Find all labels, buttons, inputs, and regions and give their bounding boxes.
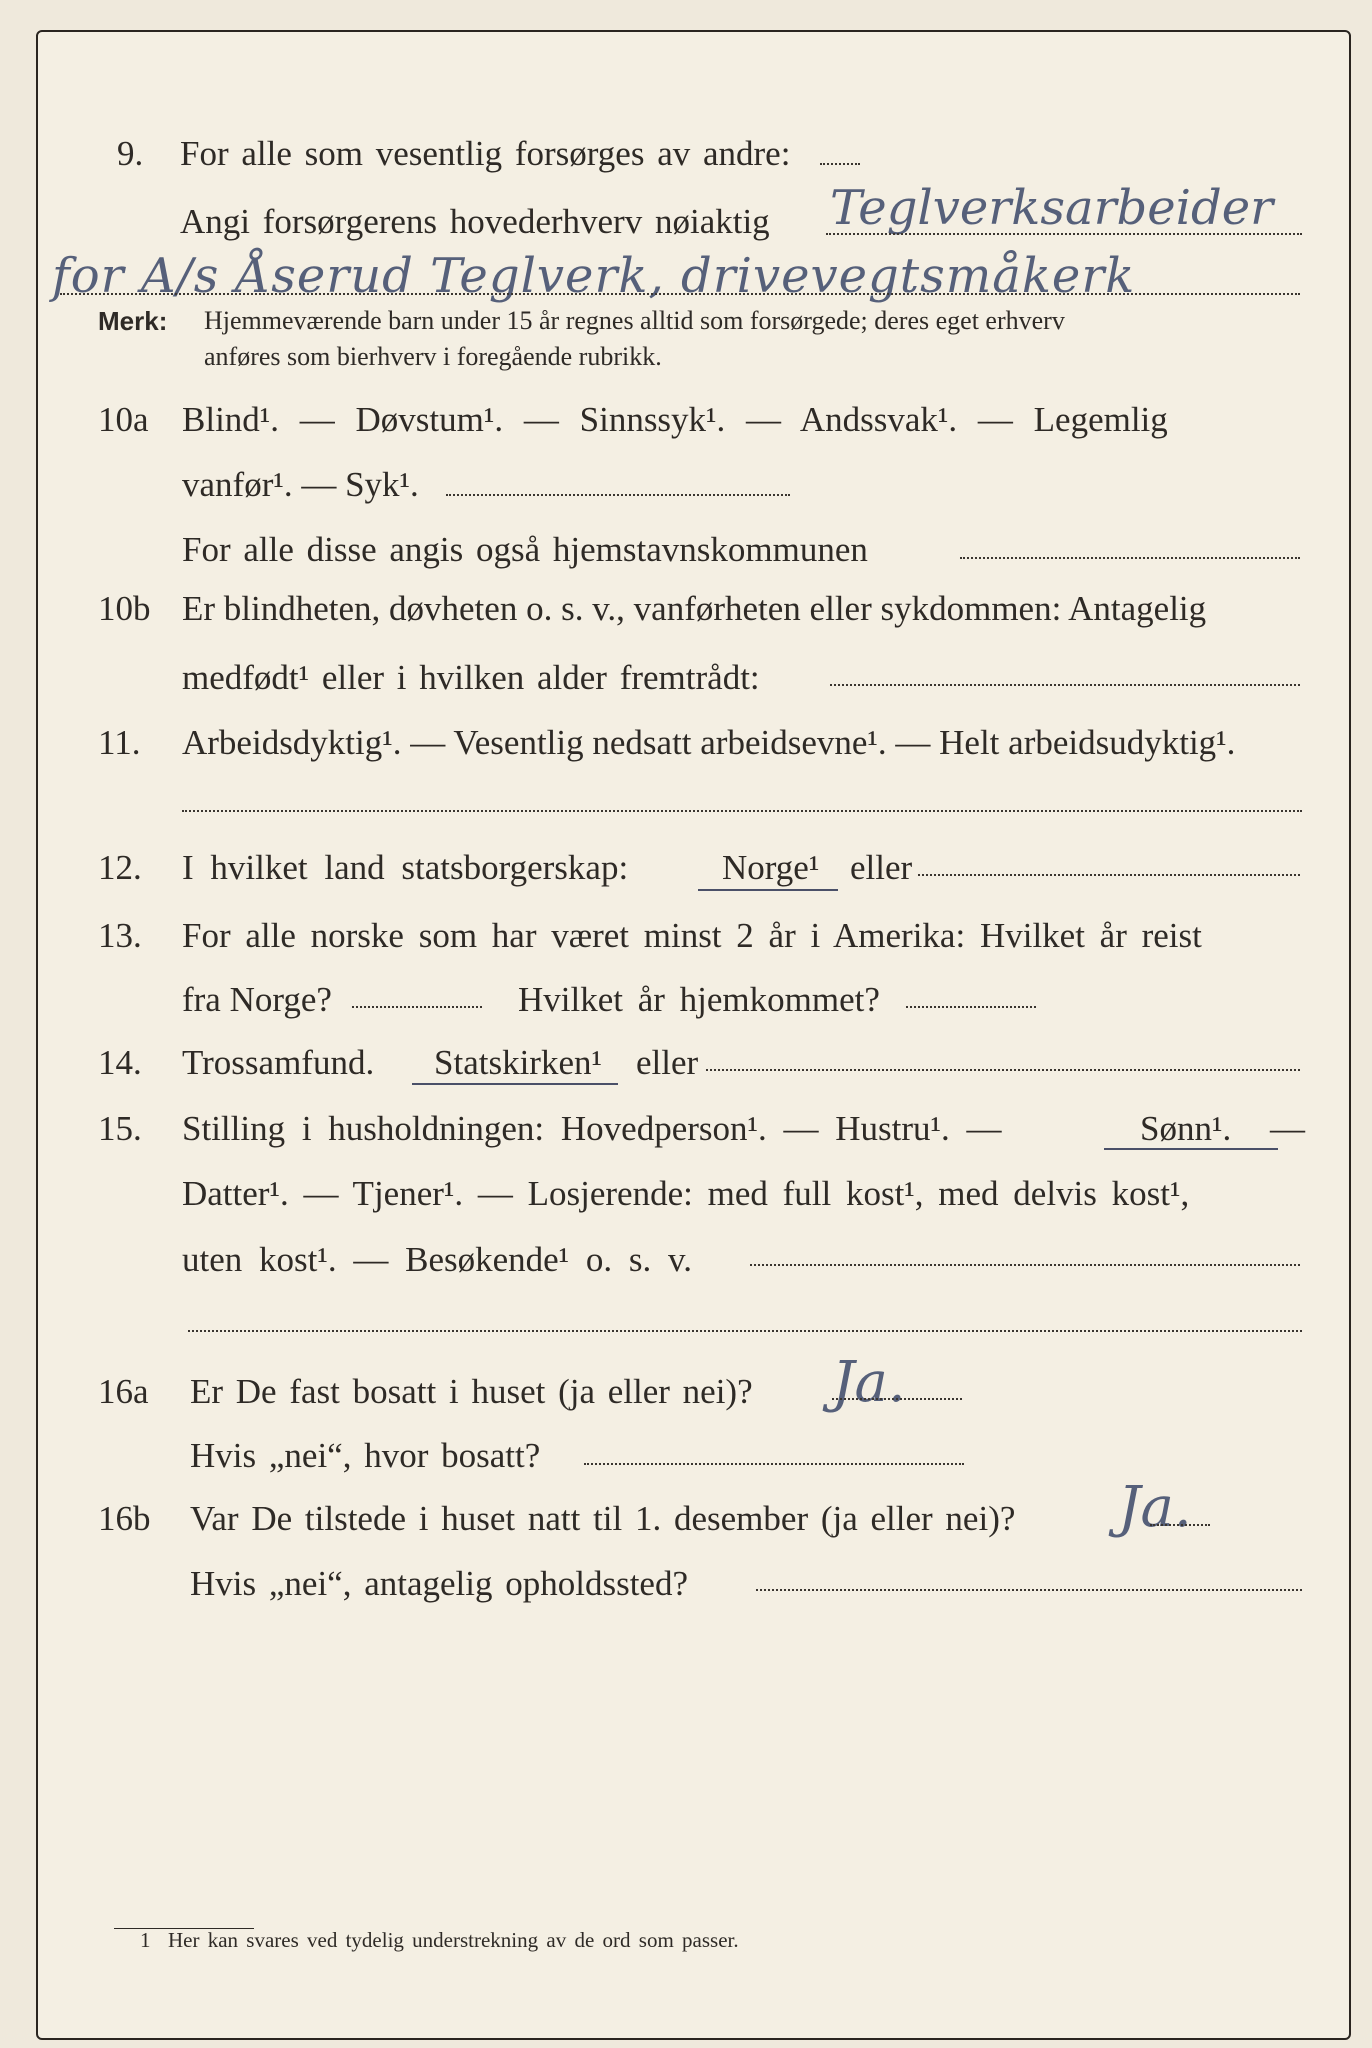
q10a-number: 10a (98, 400, 149, 439)
q10b-line1: Er blindheten, døvheten o. s. v., vanførheten eller sykdommen: Antagelig (182, 589, 1207, 628)
q14-suffix: eller (636, 1043, 699, 1082)
q10a-line3: For alle disse angis også hjemstavnskommunen (182, 530, 868, 569)
q15-sonn: Sønn¹. (1140, 1109, 1232, 1148)
q16b-line1: Var De tilstede i huset natt til 1. desember (ja eller nei)? (190, 1499, 1016, 1538)
q10a-dots1 (446, 494, 790, 496)
q10b-line2: medfødt¹ eller i hvilken alder fremtrådt: (182, 658, 760, 697)
merk-line1: Hjemmeværende barn under 15 år regnes alltid som forsørgede; deres eget erhverv (204, 306, 1065, 335)
q15-dots1 (750, 1264, 1300, 1266)
q12-norge: Norge¹ (722, 848, 820, 887)
q16a-handwritten-answer: Ja. (832, 1350, 906, 1415)
q15-number: 15. (98, 1109, 142, 1148)
q11-dots (182, 810, 1302, 812)
q10a-line1: Blind¹. — Døvstum¹. — Sinnssyk¹. — Andssvak¹. — Legemlig (182, 400, 1168, 439)
q10a-line2: vanfør¹. — Syk¹. (182, 465, 419, 504)
q13-line1: For alle norske som har været minst 2 år i Amerika: Hvilket år reist (182, 916, 1202, 955)
q16a-dots2 (584, 1463, 964, 1465)
q15-line1a: Stilling i husholdningen: Hovedperson¹. — Hustru¹. — (182, 1109, 1002, 1148)
q13-line2a: fra Norge? (182, 980, 332, 1019)
q14-number: 14. (98, 1043, 142, 1082)
q9-line2: Angi forsørgerens hovederhverv nøiaktig (180, 202, 770, 241)
q9-dots3 (60, 293, 1300, 295)
q16b-line2: Hvis „nei“, antagelig opholdssted? (190, 1564, 688, 1603)
q12-dots (918, 874, 1300, 876)
q15-underline (1104, 1148, 1278, 1150)
q13-dots2 (906, 1006, 1036, 1008)
q10b-dots (830, 684, 1300, 686)
q16b-dots1 (1150, 1524, 1210, 1526)
q14-underline (412, 1083, 618, 1085)
q11-line1: Arbeidsdyktig¹. — Vesentlig nedsatt arbeidsevne¹. — Helt arbeidsudyktig¹. (182, 723, 1236, 762)
q9-handwritten-answer2: for A/s Åserud Teglverk, drivevegtsmåkerk (52, 248, 1136, 304)
q9-line1: For alle som vesentlig forsørges av andre: (180, 134, 791, 173)
q11-number: 11. (98, 723, 141, 762)
q12-suffix: eller (850, 848, 913, 887)
q16a-number: 16a (98, 1372, 149, 1411)
q16b-number: 16b (98, 1499, 151, 1538)
q9-dots1 (820, 163, 860, 165)
q16b-handwritten-answer: Ja. (1118, 1475, 1192, 1540)
q15-line3: uten kost¹. — Besøkende¹ o. s. v. (182, 1240, 693, 1279)
q14-statskirken: Statskirken¹ (434, 1043, 602, 1082)
q10b-number: 10b (98, 589, 151, 628)
footnote-text: Her kan svares ved tydelig understrekning av de ord som passer. (168, 1928, 739, 1952)
q14-dots (706, 1069, 1300, 1071)
q13-dots1 (352, 1006, 482, 1008)
merk-label: Merk: (98, 306, 168, 336)
q13-number: 13. (98, 916, 142, 955)
q12-prefix: I hvilket land statsborgerskap: (182, 848, 629, 887)
q13-line2b: Hvilket år hjemkommet? (518, 980, 880, 1019)
q16a-line2: Hvis „nei“, hvor bosatt? (190, 1436, 541, 1475)
q12-number: 12. (98, 848, 142, 887)
q9-handwritten-answer1: Teglverksarbeider (830, 180, 1274, 236)
q14-prefix: Trossamfund. (182, 1043, 375, 1082)
q16b-dots2 (756, 1589, 1302, 1591)
merk-line2: anføres som bierhverv i foregående rubrikk. (204, 342, 662, 371)
q16a-dots1 (832, 1398, 962, 1400)
q9-number: 9. (117, 134, 144, 173)
q16a-line1: Er De fast bosatt i huset (ja eller nei)? (190, 1372, 753, 1411)
q15-line2: Datter¹. — Tjener¹. — Losjerende: med full kost¹, med delvis kost¹, (182, 1174, 1190, 1213)
q10a-dots2 (960, 557, 1300, 559)
q12-underline (698, 889, 838, 891)
q15-dots2 (188, 1330, 1302, 1332)
q15-dash: — (1270, 1109, 1305, 1148)
footnote-mark: 1 (140, 1928, 151, 1952)
q9-dots2 (826, 233, 1302, 235)
